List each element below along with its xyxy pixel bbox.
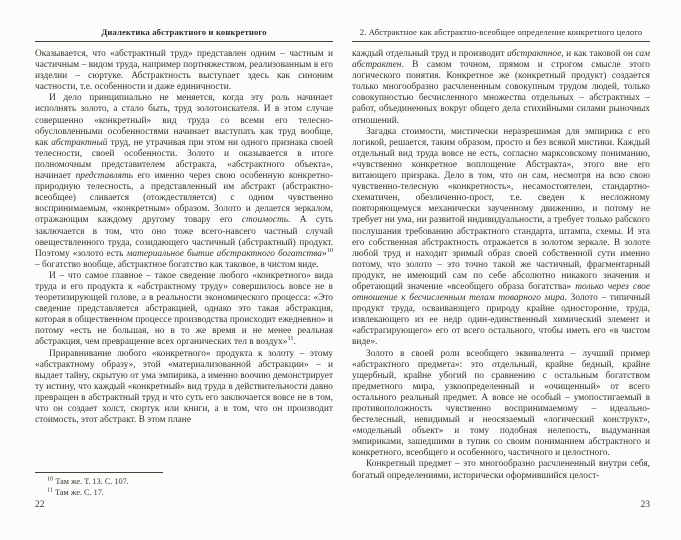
running-head-right: 2. Абстрактное как абстрактно-всеобщее определение конкретного целого	[359, 27, 643, 37]
page-left-body	[35, 49, 333, 426]
paragraph: Приравнивание любого «конкретного» продукта к золоту – этому «абстрактному образу», этой «материализованной абстракции» – и выдает тайну, скрытую от ума эмпирика, а именно воочию демонстрирует ту истину, что каждый «конкретный» вид труда в действительности давно превращен в абстрактный труд и что суть его заключается вовсе не в том, что он создает холст, сюртук или книги, а в том, что он производит стоимость, этот абстракт. В этом плане	[35, 348, 333, 426]
paragraph: каждый отдельный труд и производит абстрактное, и как таковой он сам абстрактен. В самом точном, прямом и строгом смысле этого логического понятия. Конкретное же (конкретный продукт) создается только многообразно расчлененным совокупным трудом людей, только совокупностью бесчисленного множества отдельных – абстрактных – работ, объединенных вокруг общего дела стихийными силами рыночных отношений.	[352, 49, 651, 126]
paragraph: Золото в своей роли всеобщего эквивалента – лучший пример «абстрактного предмета»: это отдельный, крайне бедный, крайне ущербный, крайне убогий по сравнению с остальным богатством предметного мира, узкоопределенный и «очищенный» от всего остального реальный предмет. А вовсе не особый – умопостигаемый в противоположность чувственно воспринимаемому – идеально-бестелесный, невидимый и неосязаемый «логический конструкт», «модельный объект» и тому подобная нелепость, выдуманная эмпириками, зашедшими в тупик со своим пониманием абстрактного и конкретного, всеобщего и особенного, частичного и целостного.	[352, 348, 650, 459]
header-rule-left	[35, 41, 333, 42]
page-number-right: 23	[640, 500, 650, 510]
header-rule-right	[352, 41, 650, 42]
paragraph: И – что самое главное – такое сведение любого «конкретного» вида труда и его продукта к «абстрактному труду» совершилось вовсе не в теоретизирующей голове, а в реальности экономического процесса: «Это сведение представляется абстракцией, однако это такая абстракция, которая в общественном процессе производства происходит ежедневно» и потому «есть не большая, но в то же время и не менее реальная абстракция, чем превращение всех органических тел в воздух»$^{11}$.	[35, 270, 333, 348]
paragraph: И дело принципиально не меняется, когда эту роль начинает исполнять золото, а стало быть, труд золотоискателя. И в этом случае совершенно «конкретный» вид труда со всеми его телесно-обусловленными особенностями начинает выступать как труд вообще, как абстрактный труд, не утрачивая при этом ни одного признака своей телесности, своей особенности. Золото и оказывается в итоге полномочным представителем абстракта, «абстрактного объекта», начинает представлять его именно через свою особенную конкретно-природную телесность, а представленный им абстракт (абстрактно-всеобщее) сливается (отождествляется) с одним чувственно воспринимаемым, «конкретным» образом. Золото и делается зеркалом, отражающим каждому другому товару его стоимость. А суть заключается в том, что оно тоже всего-навсего частный случай овеществленного труда, созидающего частичный (абстрактный) продукт. Поэтому «золото есть материальное бытие абстрактного богатства»$^{10}$ – богатство вообще, абстрактное богатство как таковое, в чистом виде.	[35, 93, 334, 270]
page-number-left: 22	[35, 500, 45, 510]
paragraph: Конкретный предмет – это многообразно расчлененный внутри себя, богатый определениями, исторически оформившийся целост-	[352, 459, 650, 481]
footnote-block	[35, 472, 333, 498]
footnote-list	[35, 477, 333, 498]
page-right	[352, 0, 650, 540]
page-left	[35, 0, 333, 540]
page-right-body	[352, 49, 650, 482]
footnote: $^{10}$ Там же. Т. 13. С. 107.	[47, 475, 129, 486]
paragraph: Загадка стоимости, мистически неразрешимая для эмпирика с его логикой, решается, таким образом, просто и без всякой мистики. Каждый отдельный вид труда вовсе не есть, согласно марксовскому пониманию, «чувственно конкретное воплощение Абстракта», этого вне его витающего призрака. Дело в том, что он сам, несмотря на всю свою чувственно-телесную «конкретность», несамостоятелен, стандартно-схематичен, обезличенно-прост, т.е. сведен к несложному повторяющемуся механически заученному движению, и потому не требует ни ума, ни развитой индивидуальности, а требует только рабского послушания требованию абстрактного стандарта, штампа, схемы. И эта его собственная абстрактность отражается в золотом зеркале. В золоте любой труд и находит зримый образ своей собственной сути именно потому, что золото – это точно такой же частичный, фрагментарный продукт, не имеющий сам по себе абсолютно никакого значения и обретающий значение «всеобщего образа богатства» только через свое отношение к бесчисленным телам товарного мира. Золото – типичный продукт труда, осваивающего природу крайне односторонне, труда, извлекающего из ее недр один-единственный химический элемент и «абстрагирующего» его от всего остального, чтобы иметь его «в чистом виде».	[352, 126, 650, 348]
paragraph: Оказывается, что «абстрактный труд» представлен одним – частным и частичным – видом труда, например портняжеством, реализованным в его изделии – сюртуке. Абстрактность выступает здесь как синоним частности, т.е. особенности и даже единичности.	[35, 49, 333, 93]
footnote-separator	[35, 472, 163, 473]
footnote: $^{11}$ Там же. С. 17.	[47, 485, 104, 497]
running-head-left: Диалектика абстрактного и конкретного	[101, 27, 267, 37]
